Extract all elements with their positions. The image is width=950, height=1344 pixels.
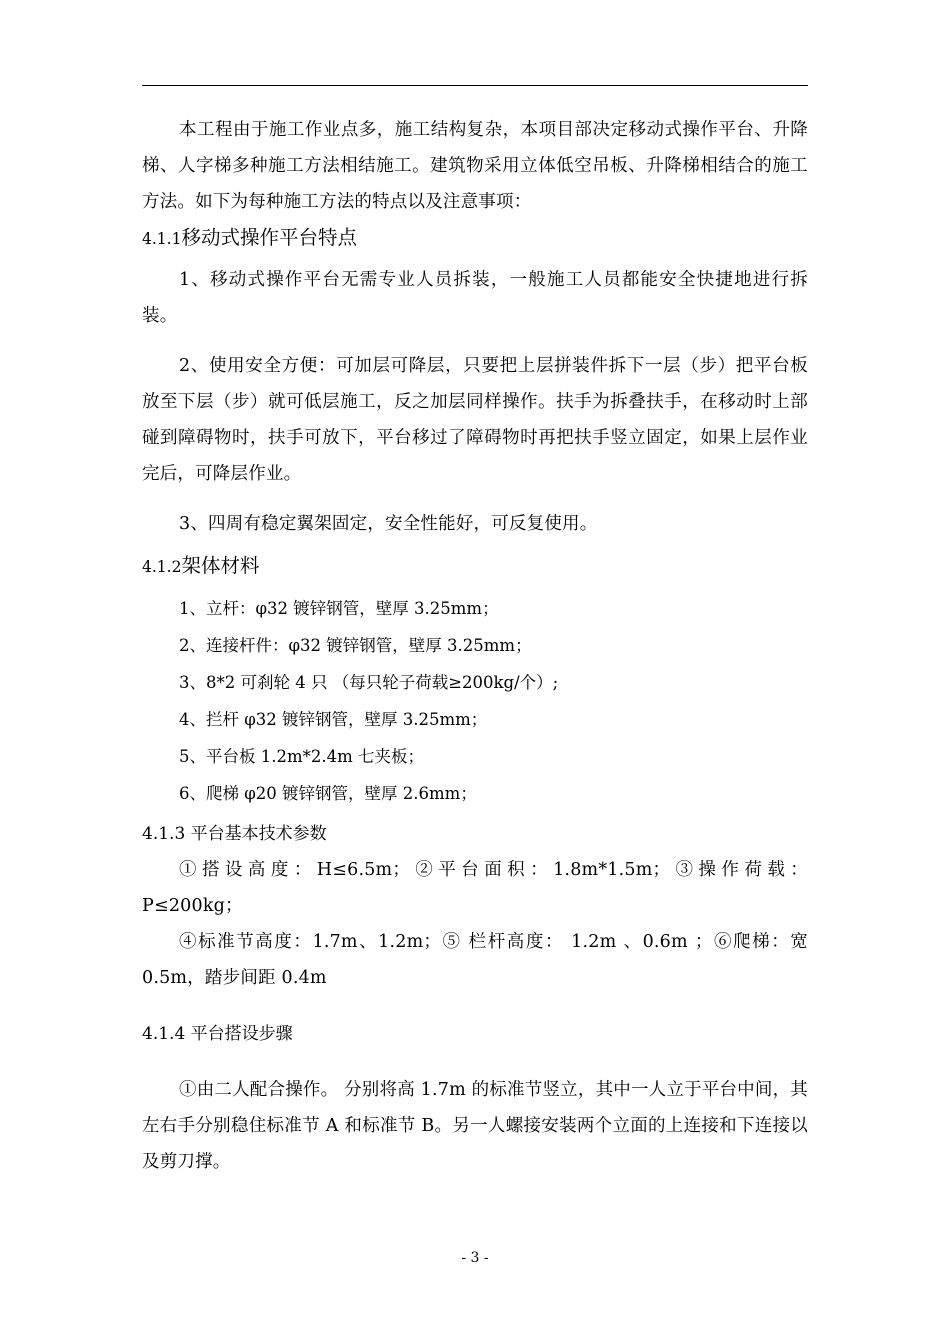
param-line-1: ①搭设高度：H≤6.5m；②平台面积：1.8m*1.5m；③操作荷载：P≤200kg；	[142, 860, 808, 916]
material-item-2: 2、连接杆件：φ32 镀锌钢管，壁厚 3.25mm；	[179, 636, 532, 655]
material-item-5: 5、平台板 1.2m*2.4m 七夹板；	[179, 747, 425, 766]
section-title: 移动式操作平台特点	[181, 226, 357, 249]
material-item-3: 3、8*2 可刹轮 4 只 （每只轮子荷载≥200kg/个）;	[179, 673, 559, 692]
section1-item-3: 3、四周有稳定翼架固定，安全性能好，可反复使用。	[179, 514, 598, 534]
section1-item-2: 2、使用安全方便：可加层可降层，只要把上层拼装件拆下一层（步）把平台板放至下层（步）就可低层施工，反之加层同样操作。扶手为拆叠扶手，在移动时上部碰到障碍物时，扶手可放下，平台移过了障碍物时再把扶手竖立固定，如果上层作业完后，可降层作业。	[142, 356, 808, 484]
section-heading-4-1-1	[142, 220, 808, 262]
section-heading-4-1-2	[142, 548, 808, 590]
material-item-6: 6、爬梯 φ20 镀锌钢管，壁厚 2.6mm；	[179, 784, 477, 803]
section-heading-4-1-3: 4.1.3 平台基本技术参数	[142, 824, 327, 844]
intro-paragraph: 本工程由于施工作业点多，施工结构复杂，本项目部决定移动式操作平台、升降梯、人字梯多种施工方法相结施工。建筑物采用立体低空吊板、升降梯相结合的施工方法。如下为每种施工方法的特点以及注意事项：	[142, 120, 808, 212]
page-content	[142, 112, 808, 1180]
material-item-1: 1、立杆：φ32 镀锌钢管，壁厚 3.25mm；	[179, 599, 499, 618]
step-1-paragraph: ①由二人配合操作。 分别将高 1.7m 的标准节竖立，其中一人立于平台中间，其左右手分别稳住标准节 A 和标准节 B。另一人螺接安装两个立面的上连接和下连接以及剪刀撑。	[142, 1080, 808, 1172]
section1-item-1: 1、移动式操作平台无需专业人员拆装，一般施工人员都能安全快捷地进行拆装。	[142, 270, 808, 326]
material-item-4: 4、拦杆 φ32 镀锌钢管，壁厚 3.25mm；	[179, 710, 488, 729]
section-number: 4.1.2	[142, 558, 182, 576]
param-line-2: ④标准节高度：1.7m、1.2m；⑤ 栏杆高度： 1.2m 、0.6m ；⑥爬梯：宽 0.5m，踏步间距 0.4m	[142, 932, 808, 988]
section-heading-4-1-4: 4.1.4 平台搭设步骤	[142, 1024, 293, 1044]
page-number: - 3 -	[461, 1250, 489, 1266]
header-rule	[142, 85, 808, 86]
section-number: 4.1.1	[142, 230, 182, 248]
section-title: 架体材料	[181, 554, 260, 577]
